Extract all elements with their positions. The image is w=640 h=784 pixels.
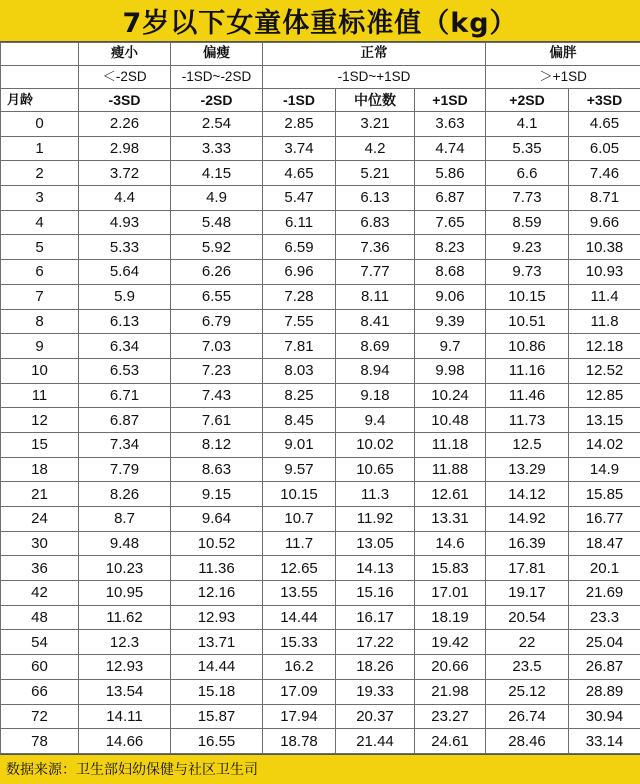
median-cell: 5.21 [336,161,415,186]
plus1sd-cell: 15.83 [415,556,486,581]
plus1sd-cell: 17.01 [415,581,486,606]
minus2sd-cell: 2.54 [171,112,263,137]
minus1sd-cell: 14.44 [263,605,336,630]
minus3sd-cell: 2.26 [79,112,171,137]
minus1sd-cell: 8.25 [263,383,336,408]
plus3sd-cell: 14.02 [569,432,640,457]
plus2sd-cell: 7.73 [486,186,569,211]
minus1sd-cell: 13.55 [263,581,336,606]
month-cell: 8 [1,309,79,334]
range-header-thin: ＜-2SD [79,66,171,89]
month-cell: 60 [1,655,79,680]
plus2sd-cell: 16.39 [486,531,569,556]
minus1sd-cell: 10.7 [263,507,336,532]
month-cell: 0 [1,112,79,137]
median-cell: 6.83 [336,210,415,235]
minus2sd-cell: 9.15 [171,482,263,507]
minus2sd-cell: 12.93 [171,605,263,630]
plus3sd-cell: 30.94 [569,704,640,729]
range-header-blank [1,66,79,89]
plus2sd-cell: 10.51 [486,309,569,334]
table-row [1,605,640,630]
group-header-row [1,43,640,66]
plus1sd-cell: 21.98 [415,679,486,704]
median-cell: 4.2 [336,136,415,161]
table-row [1,235,640,260]
plus3sd-cell: 11.8 [569,309,640,334]
month-cell: 5 [1,235,79,260]
month-cell: 11 [1,383,79,408]
minus2sd-cell: 7.03 [171,334,263,359]
plus3sd-cell: 6.05 [569,136,640,161]
minus3sd-cell: 6.13 [79,309,171,334]
median-cell: 21.44 [336,729,415,754]
table-row [1,432,640,457]
table-row [1,581,640,606]
median-cell: 9.18 [336,383,415,408]
plus3sd-cell: 14.9 [569,457,640,482]
minus1sd-cell: 9.01 [263,432,336,457]
table-row [1,112,640,137]
median-cell: 15.16 [336,581,415,606]
plus3sd-cell: 20.1 [569,556,640,581]
table-row [1,704,640,729]
column-header-minus3sd: -3SD [79,89,171,112]
group-header-thin: 瘦小 [79,43,171,66]
table-row [1,655,640,680]
plus3sd-cell: 12.52 [569,358,640,383]
month-cell: 54 [1,630,79,655]
month-cell: 36 [1,556,79,581]
plus1sd-cell: 9.06 [415,284,486,309]
minus1sd-cell: 2.85 [263,112,336,137]
plus2sd-cell: 6.6 [486,161,569,186]
plus1sd-cell: 24.61 [415,729,486,754]
minus1sd-cell: 15.33 [263,630,336,655]
plus1sd-cell: 20.66 [415,655,486,680]
plus2sd-cell: 10.15 [486,284,569,309]
table-row [1,383,640,408]
plus3sd-cell: 26.87 [569,655,640,680]
plus3sd-cell: 28.89 [569,679,640,704]
plus1sd-cell: 9.7 [415,334,486,359]
plus2sd-cell: 5.35 [486,136,569,161]
month-cell: 7 [1,284,79,309]
month-cell: 10 [1,358,79,383]
plus3sd-cell: 10.93 [569,260,640,285]
plus3sd-cell: 11.4 [569,284,640,309]
plus1sd-cell: 14.6 [415,531,486,556]
plus3sd-cell: 12.85 [569,383,640,408]
plus1sd-cell: 4.74 [415,136,486,161]
minus1sd-cell: 4.65 [263,161,336,186]
column-header-median: 中位数 [336,89,415,112]
table-row [1,260,640,285]
column-header-month: 月龄 [1,89,79,112]
minus3sd-cell: 14.66 [79,729,171,754]
minus3sd-cell: 4.4 [79,186,171,211]
plus2sd-cell: 14.12 [486,482,569,507]
median-cell: 16.17 [336,605,415,630]
table-row [1,729,640,754]
group-header-blank [1,43,79,66]
column-header-plus3sd: +3SD [569,89,640,112]
minus2sd-cell: 5.48 [171,210,263,235]
month-cell: 9 [1,334,79,359]
plus3sd-cell: 12.18 [569,334,640,359]
minus2sd-cell: 6.79 [171,309,263,334]
minus2sd-cell: 15.87 [171,704,263,729]
table-row [1,556,640,581]
minus3sd-cell: 6.34 [79,334,171,359]
month-cell: 18 [1,457,79,482]
group-header-overweight: 偏胖 [486,43,640,66]
plus2sd-cell: 11.16 [486,358,569,383]
median-cell: 13.05 [336,531,415,556]
plus1sd-cell: 19.42 [415,630,486,655]
median-cell: 6.13 [336,186,415,211]
minus3sd-cell: 7.34 [79,432,171,457]
plus3sd-cell: 7.46 [569,161,640,186]
minus3sd-cell: 12.3 [79,630,171,655]
minus3sd-cell: 8.26 [79,482,171,507]
month-cell: 4 [1,210,79,235]
minus2sd-cell: 11.36 [171,556,263,581]
month-cell: 48 [1,605,79,630]
minus2sd-cell: 7.43 [171,383,263,408]
plus3sd-cell: 15.85 [569,482,640,507]
minus2sd-cell: 4.9 [171,186,263,211]
plus1sd-cell: 18.19 [415,605,486,630]
median-cell: 9.4 [336,408,415,433]
plus3sd-cell: 18.47 [569,531,640,556]
minus2sd-cell: 9.64 [171,507,263,532]
median-cell: 8.69 [336,334,415,359]
plus2sd-cell: 25.12 [486,679,569,704]
month-cell: 3 [1,186,79,211]
minus2sd-cell: 12.16 [171,581,263,606]
table-row [1,161,640,186]
table-row [1,136,640,161]
minus3sd-cell: 6.71 [79,383,171,408]
plus1sd-cell: 9.98 [415,358,486,383]
plus1sd-cell: 5.86 [415,161,486,186]
minus2sd-cell: 4.15 [171,161,263,186]
table-row [1,531,640,556]
table-row [1,482,640,507]
plus3sd-cell: 23.3 [569,605,640,630]
minus1sd-cell: 5.47 [263,186,336,211]
plus1sd-cell: 12.61 [415,482,486,507]
minus1sd-cell: 10.15 [263,482,336,507]
column-header-row [1,89,640,112]
month-cell: 15 [1,432,79,457]
minus1sd-cell: 8.03 [263,358,336,383]
median-cell: 14.13 [336,556,415,581]
column-header-plus2sd: +2SD [486,89,569,112]
range-header-overweight: ＞+1SD [486,66,640,89]
minus2sd-cell: 7.61 [171,408,263,433]
range-header-normal: -1SD~+1SD [263,66,486,89]
minus1sd-cell: 7.55 [263,309,336,334]
minus1sd-cell: 7.81 [263,334,336,359]
minus3sd-cell: 10.23 [79,556,171,581]
plus2sd-cell: 22 [486,630,569,655]
plus1sd-cell: 3.63 [415,112,486,137]
minus3sd-cell: 5.9 [79,284,171,309]
month-cell: 72 [1,704,79,729]
minus2sd-cell: 6.26 [171,260,263,285]
median-cell: 8.11 [336,284,415,309]
minus3sd-cell: 5.64 [79,260,171,285]
minus2sd-cell: 15.18 [171,679,263,704]
minus3sd-cell: 14.11 [79,704,171,729]
minus1sd-cell: 6.96 [263,260,336,285]
minus2sd-cell: 8.63 [171,457,263,482]
plus3sd-cell: 25.04 [569,630,640,655]
plus2sd-cell: 8.59 [486,210,569,235]
month-cell: 66 [1,679,79,704]
minus1sd-cell: 12.65 [263,556,336,581]
month-cell: 21 [1,482,79,507]
median-cell: 7.36 [336,235,415,260]
month-cell: 24 [1,507,79,532]
plus3sd-cell: 16.77 [569,507,640,532]
table-row [1,186,640,211]
plus2sd-cell: 10.86 [486,334,569,359]
table-row [1,210,640,235]
column-header-minus1sd: -1SD [263,89,336,112]
plus2sd-cell: 11.73 [486,408,569,433]
plus2sd-cell: 14.92 [486,507,569,532]
minus1sd-cell: 6.59 [263,235,336,260]
table-row [1,457,640,482]
plus3sd-cell: 21.69 [569,581,640,606]
table-row [1,507,640,532]
plus2sd-cell: 19.17 [486,581,569,606]
plus2sd-cell: 17.81 [486,556,569,581]
minus3sd-cell: 6.87 [79,408,171,433]
group-header-normal: 正常 [263,43,486,66]
month-cell: 1 [1,136,79,161]
plus3sd-cell: 13.15 [569,408,640,433]
median-cell: 8.41 [336,309,415,334]
minus3sd-cell: 7.79 [79,457,171,482]
minus3sd-cell: 10.95 [79,581,171,606]
table-row [1,358,640,383]
median-cell: 20.37 [336,704,415,729]
median-cell: 18.26 [336,655,415,680]
month-cell: 2 [1,161,79,186]
minus2sd-cell: 14.44 [171,655,263,680]
minus1sd-cell: 8.45 [263,408,336,433]
column-header-plus1sd: +1SD [415,89,486,112]
median-cell: 19.33 [336,679,415,704]
minus1sd-cell: 11.7 [263,531,336,556]
plus2sd-cell: 11.46 [486,383,569,408]
month-cell: 6 [1,260,79,285]
minus2sd-cell: 8.12 [171,432,263,457]
median-cell: 8.94 [336,358,415,383]
plus1sd-cell: 9.39 [415,309,486,334]
plus2sd-cell: 28.46 [486,729,569,754]
table-row [1,334,640,359]
plus1sd-cell: 11.88 [415,457,486,482]
plus2sd-cell: 9.73 [486,260,569,285]
minus3sd-cell: 4.93 [79,210,171,235]
plus2sd-cell: 26.74 [486,704,569,729]
page-title: 7岁以下女童体重标准值（kg） [0,0,640,42]
table-row [1,284,640,309]
minus2sd-cell: 7.23 [171,358,263,383]
minus3sd-cell: 2.98 [79,136,171,161]
plus2sd-cell: 4.1 [486,112,569,137]
plus2sd-cell: 23.5 [486,655,569,680]
minus1sd-cell: 17.94 [263,704,336,729]
plus1sd-cell: 10.48 [415,408,486,433]
plus1sd-cell: 8.68 [415,260,486,285]
minus2sd-cell: 10.52 [171,531,263,556]
plus2sd-cell: 13.29 [486,457,569,482]
plus1sd-cell: 13.31 [415,507,486,532]
minus3sd-cell: 6.53 [79,358,171,383]
minus3sd-cell: 8.7 [79,507,171,532]
median-cell: 7.77 [336,260,415,285]
minus1sd-cell: 18.78 [263,729,336,754]
plus3sd-cell: 9.66 [569,210,640,235]
table-row [1,679,640,704]
table-row [1,630,640,655]
plus1sd-cell: 7.65 [415,210,486,235]
minus2sd-cell: 6.55 [171,284,263,309]
group-header-underweight: 偏瘦 [171,43,263,66]
minus1sd-cell: 7.28 [263,284,336,309]
range-header-row [1,66,640,89]
month-cell: 42 [1,581,79,606]
minus1sd-cell: 3.74 [263,136,336,161]
plus3sd-cell: 33.14 [569,729,640,754]
plus2sd-cell: 12.5 [486,432,569,457]
weight-table [0,42,640,754]
minus1sd-cell: 17.09 [263,679,336,704]
range-header-underweight: -1SD~-2SD [171,66,263,89]
median-cell: 3.21 [336,112,415,137]
minus3sd-cell: 5.33 [79,235,171,260]
plus1sd-cell: 11.18 [415,432,486,457]
minus3sd-cell: 12.93 [79,655,171,680]
column-header-minus2sd: -2SD [171,89,263,112]
minus2sd-cell: 13.71 [171,630,263,655]
median-cell: 17.22 [336,630,415,655]
plus1sd-cell: 23.27 [415,704,486,729]
month-cell: 78 [1,729,79,754]
median-cell: 11.3 [336,482,415,507]
month-cell: 12 [1,408,79,433]
minus3sd-cell: 3.72 [79,161,171,186]
source-footer: 数据来源：卫生部妇幼保健与社区卫生司 [0,754,640,784]
table-row [1,309,640,334]
month-cell: 30 [1,531,79,556]
plus2sd-cell: 20.54 [486,605,569,630]
minus3sd-cell: 11.62 [79,605,171,630]
minus3sd-cell: 13.54 [79,679,171,704]
minus2sd-cell: 3.33 [171,136,263,161]
plus1sd-cell: 8.23 [415,235,486,260]
minus1sd-cell: 9.57 [263,457,336,482]
plus2sd-cell: 9.23 [486,235,569,260]
median-cell: 10.65 [336,457,415,482]
plus3sd-cell: 8.71 [569,186,640,211]
plus1sd-cell: 6.87 [415,186,486,211]
plus3sd-cell: 4.65 [569,112,640,137]
plus3sd-cell: 10.38 [569,235,640,260]
table-row [1,408,640,433]
plus1sd-cell: 10.24 [415,383,486,408]
minus1sd-cell: 6.11 [263,210,336,235]
minus2sd-cell: 16.55 [171,729,263,754]
median-cell: 10.02 [336,432,415,457]
minus2sd-cell: 5.92 [171,235,263,260]
minus3sd-cell: 9.48 [79,531,171,556]
median-cell: 11.92 [336,507,415,532]
minus1sd-cell: 16.2 [263,655,336,680]
